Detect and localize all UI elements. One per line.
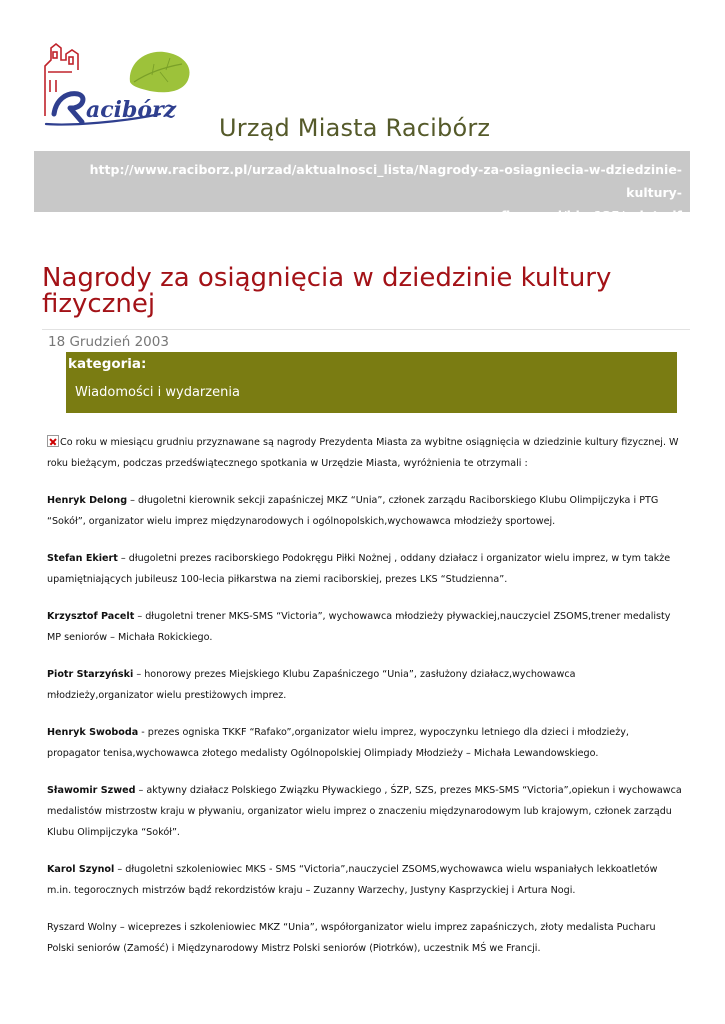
awardee-name: Krzysztof Pacelt bbox=[47, 611, 135, 622]
logo-wordmark-text: acibórz bbox=[86, 97, 177, 123]
awardee-name: Stefan Ekiert bbox=[47, 553, 118, 564]
awardee-name: Henryk Swoboda bbox=[47, 727, 139, 738]
category-value[interactable]: Wiadomości i wydarzenia bbox=[75, 385, 240, 400]
awardee-description: – długoletni trener MKS-SMS “Victoria”, wychowawca młodzieży pływackiej,nauczyciel ZSOMS,trener medalisty MP seniorów – Michała Rokickiego. bbox=[47, 611, 671, 643]
awardee-name: Karol Szynol bbox=[47, 864, 115, 875]
awardee-description: – długoletni prezes raciborskiego Podokręgu Piłki Nożnej , oddany działacz i organizator wielu imprez, w tym także upamiętniających jubileusz 100-lecia piłkarstwa na ziemi raciborskiej, prezes LKS “Studzienna”. bbox=[47, 553, 671, 585]
awardee-description: – aktywny działacz Polskiego Związku Pływackiego , ŚZP, SZS, prezes MKS-SMS “Victoria”,opiekun i wychowawca medalistów mistrzostw kraju w pływaniu, organizator wielu imprez o znaczeniu międzynarodowym lub krajowym, członek zarządu Klubu Olimpijczyka “Sokół”. bbox=[47, 785, 682, 838]
awardee-description: – honorowy prezes Miejskiego Klubu Zapaśniczego “Unia”, zasłużony działacz,wychowawca młodzieży,organizator wielu prestiżowych imprez. bbox=[47, 669, 576, 701]
source-url-line-2[interactable]: fizycznej/idn:135/printpdf bbox=[501, 208, 682, 223]
article-date: 18 Grudzień 2003 bbox=[48, 334, 169, 350]
intro-text: Co roku w miesiącu grudniu przyznawane są nagrody Prezydenta Miasta za wybitne osiągnięcia w dziedzinie kultury fizycznej. W roku bieżącym, podczas przedświątecznego spotkania w Urzędzie Miasta, wyróżnienia te otrzymali : bbox=[47, 437, 679, 469]
intro-paragraph bbox=[47, 432, 683, 474]
article-body bbox=[47, 432, 683, 975]
awardee-paragraph bbox=[47, 490, 683, 532]
site-title: Urząd Miasta Racibórz bbox=[219, 114, 491, 142]
awardee-description: – długoletni kierownik sekcji zapaśniczej MKZ “Unia”, członek zarządu Raciborskiego Klubu Olimpijczyka i PTG “Sokół”, organizator wielu imprez międzynarodowych i ogólnopolskich,wychowawca młodzieży sportowej. bbox=[47, 495, 659, 527]
awardee-paragraph bbox=[47, 664, 683, 706]
awardee-paragraph bbox=[47, 780, 683, 843]
awardee-name: Piotr Starzyński bbox=[47, 669, 134, 680]
logo-wordmark bbox=[46, 94, 177, 125]
closing-paragraph: Ryszard Wolny – wiceprezes i szkoleniowiec MKZ “Unia”, współorganizator wielu imprez zapaśniczych, złoty medalista Pucharu Polski seniorów (Zamość) i Międzynarodowy Mistrz Polski seniorów (Piotrków), uczestnik MŚ we Francji. bbox=[47, 922, 656, 954]
source-url-line-1[interactable]: http://www.raciborz.pl/urzad/aktualnosci_lista/Nagrody-za-osiagniecia-w-dziedzinie-kultury- bbox=[89, 162, 682, 200]
awardee-name: Henryk Delong bbox=[47, 495, 128, 506]
raciborz-logo bbox=[42, 42, 207, 132]
awardee-paragraph bbox=[47, 548, 683, 590]
source-url-bar bbox=[34, 151, 690, 223]
awardee-paragraph bbox=[47, 722, 683, 764]
divider bbox=[42, 329, 690, 330]
article-title: Nagrody za osiągnięcia w dziedzinie kultury fizycznej bbox=[42, 263, 612, 319]
category-box bbox=[66, 352, 677, 413]
awardee-paragraph bbox=[47, 606, 683, 648]
leaf-icon bbox=[130, 52, 190, 92]
broken-image-icon bbox=[47, 435, 59, 447]
tower-icon bbox=[45, 44, 78, 116]
awardee-description: - prezes ogniska TKKF “Rafako”,organizator wielu imprez, wypoczynku letniego dla dzieci i młodzieży, propagator tenisa,wychowawca złotego medalisty Ogólnopolskiej Olimpiady Młodzieży – Michała Lewandowskiego. bbox=[47, 727, 629, 759]
awardee-paragraph bbox=[47, 859, 683, 901]
awardee-description: – długoletni szkoleniowiec MKS - SMS “Victoria”,nauczyciel ZSOMS,wychowawca wielu wspaniałych lekkoatletów m.in. tegorocznych mistrzów bądź rekordzistów kraju – Zuzanny Warzechy, Justyny Kasprzyckiej i Artura Nogi. bbox=[47, 864, 658, 896]
category-label: kategoria: bbox=[68, 356, 147, 372]
awardee-name: Sławomir Szwed bbox=[47, 785, 136, 796]
